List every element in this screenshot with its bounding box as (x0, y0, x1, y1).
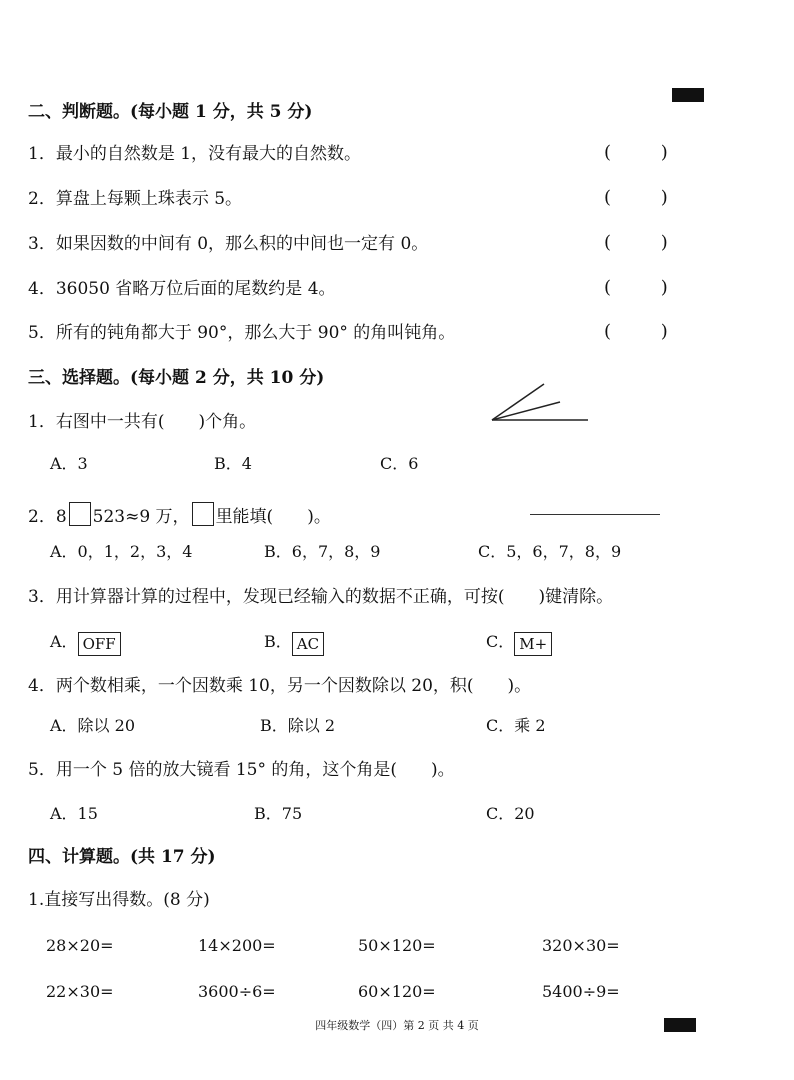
m-plus-key: M+ (514, 632, 552, 656)
answer-paren-4[interactable]: ( ) (604, 277, 690, 298)
calc-2-3: 60×120= (358, 982, 436, 1001)
q4-option-b[interactable]: B．除以 2 (260, 716, 336, 735)
page-footer: 四年级数学（四）第 2 页 共 4 页 (315, 1019, 479, 1032)
choice-q4: 4．两个数相乘，一个因数乘 10，另一个因数除以 20，积( )。 (28, 676, 532, 696)
angle-ray-3 (492, 384, 544, 420)
calc-1-3: 50×120= (358, 936, 436, 955)
answer-paren-1[interactable]: ( ) (604, 142, 690, 163)
judge-item-3: 3．如果因数的中间有 0，那么积的中间也一定有 0。 (28, 234, 429, 254)
q1-option-c[interactable]: C．6 (380, 454, 419, 473)
q5-option-b[interactable]: B．75 (254, 804, 303, 823)
blank-box-1[interactable] (69, 502, 91, 526)
answer-paren-3[interactable]: ( ) (604, 232, 690, 253)
q3-option-b[interactable] (264, 630, 324, 656)
calc-1-2: 14×200= (198, 936, 276, 955)
q3-option-b-label: B． (264, 632, 292, 651)
section4-sub1: 1.直接写出得数。(8 分) (28, 890, 210, 910)
q2-option-b[interactable]: B．6，7，8，9 (264, 542, 381, 561)
q4-option-a[interactable]: A．除以 20 (50, 716, 136, 735)
choice-q5: 5．用一个 5 倍的放大镜看 15° 的角，这个角是( )。 (28, 760, 455, 780)
calc-2-2: 3600÷6= (198, 982, 276, 1001)
answer-paren-5[interactable]: ( ) (604, 321, 690, 342)
off-key: OFF (78, 632, 121, 656)
angle-figure (488, 380, 592, 426)
q2-option-a[interactable]: A．0，1，2，3，4 (50, 542, 193, 561)
choice-q3: 3．用计算器计算的过程中，发现已经输入的数据不正确，可按( )键清除。 (28, 587, 614, 607)
choice-q1: 1．右图中一共有( )个角。 (28, 412, 257, 432)
corner-mark-top (672, 88, 704, 102)
q3-option-c-label: C． (486, 632, 515, 651)
q2-option-c[interactable]: C．5，6，7，8，9 (478, 542, 622, 561)
angle-ray-2 (492, 402, 560, 420)
q5-option-a[interactable]: A．15 (50, 804, 98, 823)
calc-2-1: 22×30= (46, 982, 114, 1001)
blank-box-2[interactable] (192, 502, 214, 526)
calc-1-4: 320×30= (542, 936, 620, 955)
choice-q2 (28, 502, 331, 529)
q4-option-c[interactable]: C．乘 2 (486, 716, 546, 735)
q5-option-c[interactable]: C．20 (486, 804, 535, 823)
judge-item-2: 2．算盘上每颗上珠表示 5。 (28, 189, 243, 209)
q2-text-mid: 523≈9 万， (92, 507, 190, 527)
q3-option-a-label: A． (50, 632, 78, 651)
q1-option-a[interactable]: A．3 (50, 454, 88, 473)
q2-text-post: 里能填( )。 (215, 507, 331, 527)
q2-text-pre: 2．8 (28, 507, 67, 527)
section4-heading: 四、计算题。(共 17 分) (28, 847, 216, 867)
section2-heading: 二、判断题。(每小题 1 分，共 5 分) (28, 102, 313, 122)
judge-item-4: 4．36050 省略万位后面的尾数约是 4。 (28, 279, 336, 299)
q3-option-c[interactable] (486, 630, 552, 656)
q1-option-b[interactable]: B．4 (214, 454, 252, 473)
ac-key: AC (292, 632, 324, 656)
judge-item-5: 5．所有的钝角都大于 90°，那么大于 90° 的角叫钝角。 (28, 323, 456, 343)
calc-2-4: 5400÷9= (542, 982, 620, 1001)
judge-item-1: 1．最小的自然数是 1，没有最大的自然数。 (28, 144, 362, 164)
section3-heading: 三、选择题。(每小题 2 分，共 10 分) (28, 368, 325, 388)
calc-1-1: 28×20= (46, 936, 114, 955)
corner-mark-bottom (664, 1018, 696, 1032)
q3-option-a[interactable] (50, 630, 121, 656)
answer-paren-2[interactable]: ( ) (604, 187, 690, 208)
scan-line (530, 514, 660, 515)
